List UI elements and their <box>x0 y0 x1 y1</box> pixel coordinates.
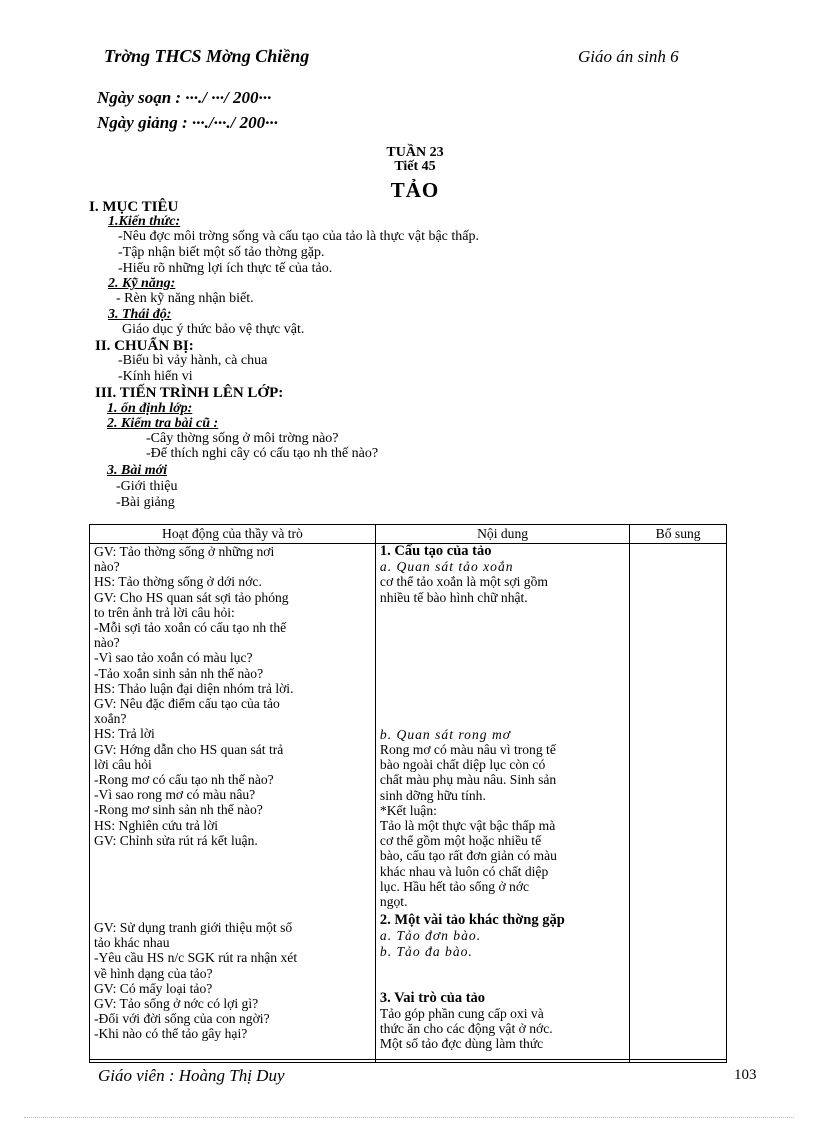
period-title: Tiết 45 <box>394 159 436 174</box>
attitude-line: Giáo dục ý thức bảo vệ thực vật. <box>122 322 305 337</box>
content-line: b. Tảo đa bào. <box>379 943 473 959</box>
preparation-line: -Biểu bì vảy hành, cà chua <box>118 353 268 368</box>
content-line: ngọt. <box>379 894 408 910</box>
supplement-cell <box>630 544 727 1063</box>
section-procedure: III. TIẾN TRÌNH LÊN LỚP: <box>95 385 284 401</box>
activity-line: -Yêu cầu HS n/c SGK rút ra nhận xét <box>94 950 298 966</box>
content-heading: 1. Cấu tạo của tảo <box>379 544 492 559</box>
content-line: Tảo là một thực vật bậc thấp mà <box>379 818 556 834</box>
page-number: 103 <box>734 1067 757 1083</box>
header-content: Nội dung <box>375 525 629 544</box>
knowledge-line: -Tập nhận biết một số tảo thờng gặp. <box>118 245 325 260</box>
content-cell <box>375 544 629 1063</box>
activity-line: -Vì sao tảo xoắn có màu lục? <box>94 650 253 666</box>
activity-line: -Tảo xoắn sinh sản nh thế nào? <box>94 665 264 681</box>
activity-line: GV: Nêu đặc điểm cấu tạo của tảo <box>94 696 280 712</box>
week-title: TUẦN 23 <box>386 145 444 160</box>
table-bottom-border <box>89 1059 727 1060</box>
activity-line: GV: Hớng dẫn cho HS quan sát trả <box>94 741 284 757</box>
activity-line: -Rong mơ sinh sản nh thế nào? <box>94 802 263 818</box>
activity-line: HS: Trả lời <box>94 726 155 742</box>
activity-line: HS: Tảo thờng sống ở dới nớc. <box>94 574 262 590</box>
section-preparation: II. CHUẨN BỊ: <box>95 338 194 354</box>
activity-line: to trên ảnh trả lời câu hỏi: <box>94 604 235 620</box>
content-line: bào ngoài chất diệp lục còn có <box>379 757 546 773</box>
activity-line: về hình dạng của tảo? <box>94 965 213 981</box>
activity-line: -Vì sao rong mơ có màu nâu? <box>94 787 256 803</box>
activity-line: GV: Chỉnh sửa rút rá kết luận. <box>94 832 258 848</box>
new-lesson-line: -Giới thiệu <box>116 479 178 494</box>
content-line: bào, cấu tạo rất đơn giản có màu <box>379 848 557 864</box>
content-heading: 2. Một vài tảo khác thờng gặp <box>379 913 565 929</box>
activity-line: nào? <box>94 635 120 651</box>
content-subheading: a. Quan sát tảo xoắn <box>379 559 514 575</box>
content-line: cơ thể tảo xoắn là một sợi gồm <box>379 574 548 590</box>
activity-line: -Rong mơ có cấu tạo nh thế nào? <box>94 772 274 788</box>
subsection-attitude: 3. Thái độ: <box>108 307 172 322</box>
content-line: Tảo góp phần cung cấp oxi và <box>379 1006 544 1022</box>
content-line: nhiều tế bào hình chữ nhật. <box>379 589 528 605</box>
new-lesson-line: -Bài giảng <box>116 495 175 510</box>
content-line: *Kết luận: <box>379 802 437 818</box>
header-activities: Hoạt động của thầy và trò <box>90 525 376 544</box>
activity-line: GV: Cho HS quan sát sợi tảo phóng <box>94 589 289 605</box>
course-name: Giáo án sinh 6 <box>578 47 679 66</box>
review-line: -Để thích nghi cây có cấu tạo nh thế nào? <box>146 446 379 461</box>
content-heading: 3. Vai trò của tảo <box>379 990 486 1006</box>
knowledge-line: -Hiểu rõ những lợi ích thực tế của tảo. <box>118 261 333 276</box>
activity-line: -Đối với đời sống của con ngời? <box>94 1011 270 1027</box>
activity-line: GV: Có mấy loại tảo? <box>94 980 213 996</box>
subsection-review: 2. Kiểm tra bài cũ : <box>107 416 219 431</box>
teacher-name: Giáo viên : Hoàng Thị Duy <box>98 1066 285 1085</box>
header-supplement: Bổ sung <box>630 525 727 544</box>
page-divider <box>24 1117 794 1118</box>
prep-date: Ngày soạn : ···./ ···/ 200··· <box>97 88 272 107</box>
content-line: Rong mơ có màu nâu vì trong tế <box>379 742 556 758</box>
content-line: sinh dỡng hữu tính. <box>379 787 486 803</box>
content-line: thức ăn cho các động vật ở nớc. <box>379 1021 553 1037</box>
subsection-knowledge: 1.Kiến thức: <box>108 214 181 229</box>
knowledge-line: -Nêu đợc môi trờng sống và cấu tạo của tảo là thực vật bậc thấp. <box>118 229 479 244</box>
activity-line: GV: Tảo sống ở nớc có lợi gì? <box>94 996 259 1012</box>
section-objectives: I. MỤC TIÊU <box>89 199 179 215</box>
content-line: khác nhau và luôn có chất diệp <box>379 863 549 879</box>
activity-line: lời câu hỏi <box>94 756 152 772</box>
activity-line: GV: Tảo thờng sống ở những nơi <box>94 544 275 559</box>
activity-line: -Mỗi sợi tảo xoắn có cấu tạo nh thế <box>94 620 287 636</box>
review-line: -Cây thờng sống ở môi trờng nào? <box>146 431 339 446</box>
spacer <box>380 605 625 727</box>
content-line: cơ thể gồm một hoặc nhiều tế <box>379 833 542 849</box>
content-line: Một số tảo đợc dùng làm thức <box>379 1036 544 1052</box>
content-subheading: b. Quan sát rong mơ <box>379 726 512 742</box>
skills-line: - Rèn kỹ năng nhận biết. <box>116 291 254 306</box>
subsection-skills: 2. Kỹ năng: <box>108 276 176 291</box>
activity-line: HS: Nghiên cứu trả lời <box>94 817 219 833</box>
activity-line: tảo khác nhau <box>94 935 170 951</box>
subsection-class-order: 1. ổn định lớp: <box>107 401 193 416</box>
content-line: lục. Hầu hết tảo sống ở nớc <box>379 878 530 894</box>
activity-line: xoắn? <box>94 711 127 727</box>
content-line: a. Tảo đơn bào. <box>379 928 482 944</box>
activity-line: HS: Thảo luận đại diện nhóm trả lời. <box>94 680 294 696</box>
table-header-row <box>90 525 727 544</box>
activity-line: GV: Sử dụng tranh giới thiệu một số <box>94 920 293 935</box>
lesson-title: TẢO <box>390 178 440 202</box>
spacer <box>380 959 625 991</box>
activities-block-2 <box>94 920 364 1042</box>
preparation-line: -Kính hiển vi <box>118 369 193 384</box>
activity-line: nào? <box>94 559 120 575</box>
activity-line: -Khi nào có thể tảo gây hại? <box>94 1026 248 1042</box>
school-name: Trờng THCS Mờng Chiềng <box>104 46 310 66</box>
content-line: chất màu phụ màu nâu. Sinh sản <box>379 772 557 788</box>
teach-date: Ngày giảng : ···./···./ 200··· <box>97 113 278 132</box>
subsection-new-lesson: 3. Bài mới <box>107 463 168 478</box>
